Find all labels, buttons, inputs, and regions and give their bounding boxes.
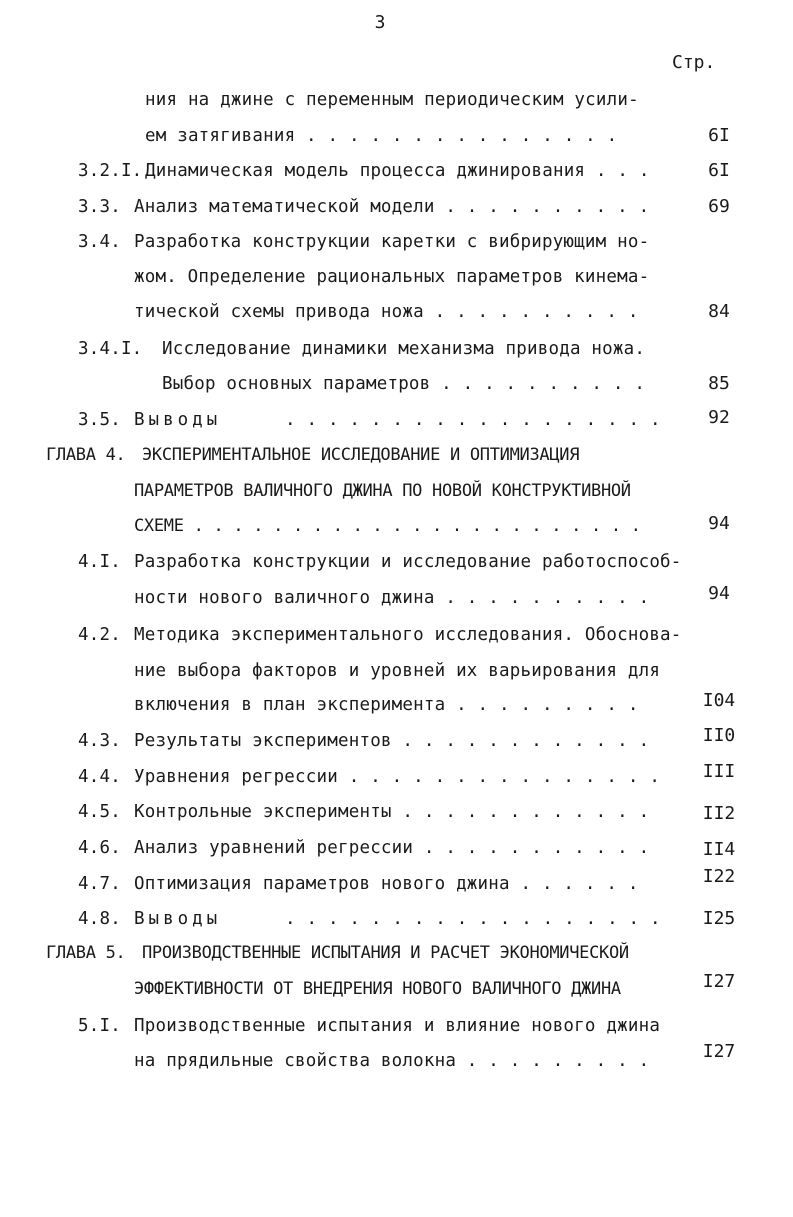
toc-page-number: 84 [708, 301, 730, 322]
toc-entry-number: 4.5. [78, 802, 121, 822]
toc-entry-text: тической схемы привода ножа . . . . . . . . . . [134, 302, 639, 322]
toc-entry-number: 3.4. [78, 232, 121, 252]
toc-entry-text: Методика экспериментального исследования. Обоснова- [134, 625, 682, 645]
toc-entry-number: 4.2. [78, 625, 121, 645]
toc-entry-number: 5.I. [78, 1016, 121, 1036]
toc-entry-number: 4.4. [78, 767, 121, 787]
toc-entry-number: 3.3. [78, 197, 121, 217]
toc-entry-text: Динамическая модель процесса джинирования . . . [145, 161, 650, 181]
toc-entry-text: включения в план эксперимента . . . . . . . . . [134, 695, 639, 715]
toc-entry-text: Контрольные эксперименты . . . . . . . . . . . . [134, 802, 650, 822]
toc-page-number: I22 [702, 866, 736, 887]
toc-entry-text: Выбор основных параметров . . . . . . . . . . [162, 374, 646, 394]
toc-page-number: III [702, 761, 736, 782]
toc-entry-number: 4.I. [78, 552, 121, 572]
toc-chapter-title: ПАРАМЕТРОВ ВАЛИЧНОГО ДЖИНА ПО НОВОЙ КОНСТРУКТИВНОЙ [134, 481, 631, 501]
page-number: 3 [374, 12, 386, 33]
toc-entry-text: Разработка конструкции и исследование работоспособ- [134, 552, 682, 572]
toc-page-number: 6I [708, 125, 730, 146]
toc-entry-text: Производственные испытания и влияние нового джина [134, 1016, 661, 1036]
toc-entry-text: ем затягивания . . . . . . . . . . . . . . . [145, 126, 618, 146]
toc-page-number: II2 [702, 803, 736, 824]
toc-entry-number: 4.3. [78, 731, 121, 751]
toc-entry-text: ние выбора факторов и уровней их варьирования для [134, 661, 661, 681]
toc-entry-text: Выводы [134, 909, 222, 929]
toc-page-number: I27 [702, 971, 736, 992]
toc-page-number: 92 [708, 407, 730, 428]
toc-page-number: 85 [708, 373, 730, 394]
toc-leader-dots: . . . . . . . . . . . . . . . . . . [285, 909, 661, 929]
toc-entry-text: ния на джине с переменным периодическим усили- [145, 90, 639, 110]
toc-entry-number: 4.6. [78, 838, 121, 858]
toc-chapter-title: ЭКСПЕРИМЕНТАЛЬНОЕ ИССЛЕДОВАНИЕ И ОПТИМИЗАЦИЯ [142, 445, 580, 465]
toc-chapter-title: ЭФФЕКТИВНОСТИ ОТ ВНЕДРЕНИЯ НОВОГО ВАЛИЧНОГО ДЖИНА [134, 979, 621, 999]
toc-chapter-title: ПРОИЗВОДСТВЕННЫЕ ИСПЫТАНИЯ И РАСЧЕТ ЭКОНОМИЧЕСКОЙ [142, 943, 629, 963]
toc-entry-text: жом. Определение рациональных параметров кинема- [134, 267, 650, 287]
toc-chapter-number: ГЛАВА 4. [46, 445, 126, 465]
toc-chapter-number: ГЛАВА 5. [46, 943, 126, 963]
toc-entry-text: Уравнения регрессии . . . . . . . . . . . . . . . [134, 767, 661, 787]
toc-page-number: II0 [702, 725, 736, 746]
toc-entry-text: Исследование динамики механизма привода ножа. [162, 339, 646, 359]
toc-entry-text: Анализ математической модели . . . . . . . . . . [134, 197, 650, 217]
toc-entry-number: 3.5. [78, 410, 121, 430]
toc-entry-text: Выводы [134, 410, 222, 430]
toc-entry-number: 4.7. [78, 874, 121, 894]
toc-page-number: 69 [708, 196, 730, 217]
toc-entry-number: 4.8. [78, 909, 121, 929]
toc-entry-text: Анализ уравнений регрессии . . . . . . . . . . . [134, 838, 650, 858]
page-column-header: Стр. [672, 52, 716, 73]
toc-entry-text: Оптимизация параметров нового джина . . . . . . [134, 874, 639, 894]
toc-page-number: 6I [708, 160, 730, 181]
toc-leader-dots: . . . . . . . . . . . . . . . . . . [285, 410, 661, 430]
toc-page-number: I04 [702, 690, 736, 711]
toc-entry-text: на прядильные свойства волокна . . . . . . . . . [134, 1051, 650, 1071]
toc-page-number: 94 [708, 513, 730, 534]
toc-page-number: II4 [702, 839, 736, 860]
toc-page-number: 94 [708, 583, 730, 604]
toc-entry-number: 3.2.I. [78, 161, 143, 181]
toc-entry-text: Результаты экспериментов . . . . . . . . . . . . [134, 731, 650, 751]
toc-page-number: I25 [702, 908, 736, 929]
toc-chapter-title: СХЕМЕ . . . . . . . . . . . . . . . . . . . . . . . [134, 516, 641, 536]
toc-entry-text: Разработка конструкции каретки с вибрирующим но- [134, 232, 650, 252]
toc-page-number: I27 [702, 1041, 736, 1062]
toc-entry-number: 3.4.I. [78, 339, 143, 359]
toc-entry-text: ности нового валичного джина . . . . . . . . . . [134, 588, 650, 608]
